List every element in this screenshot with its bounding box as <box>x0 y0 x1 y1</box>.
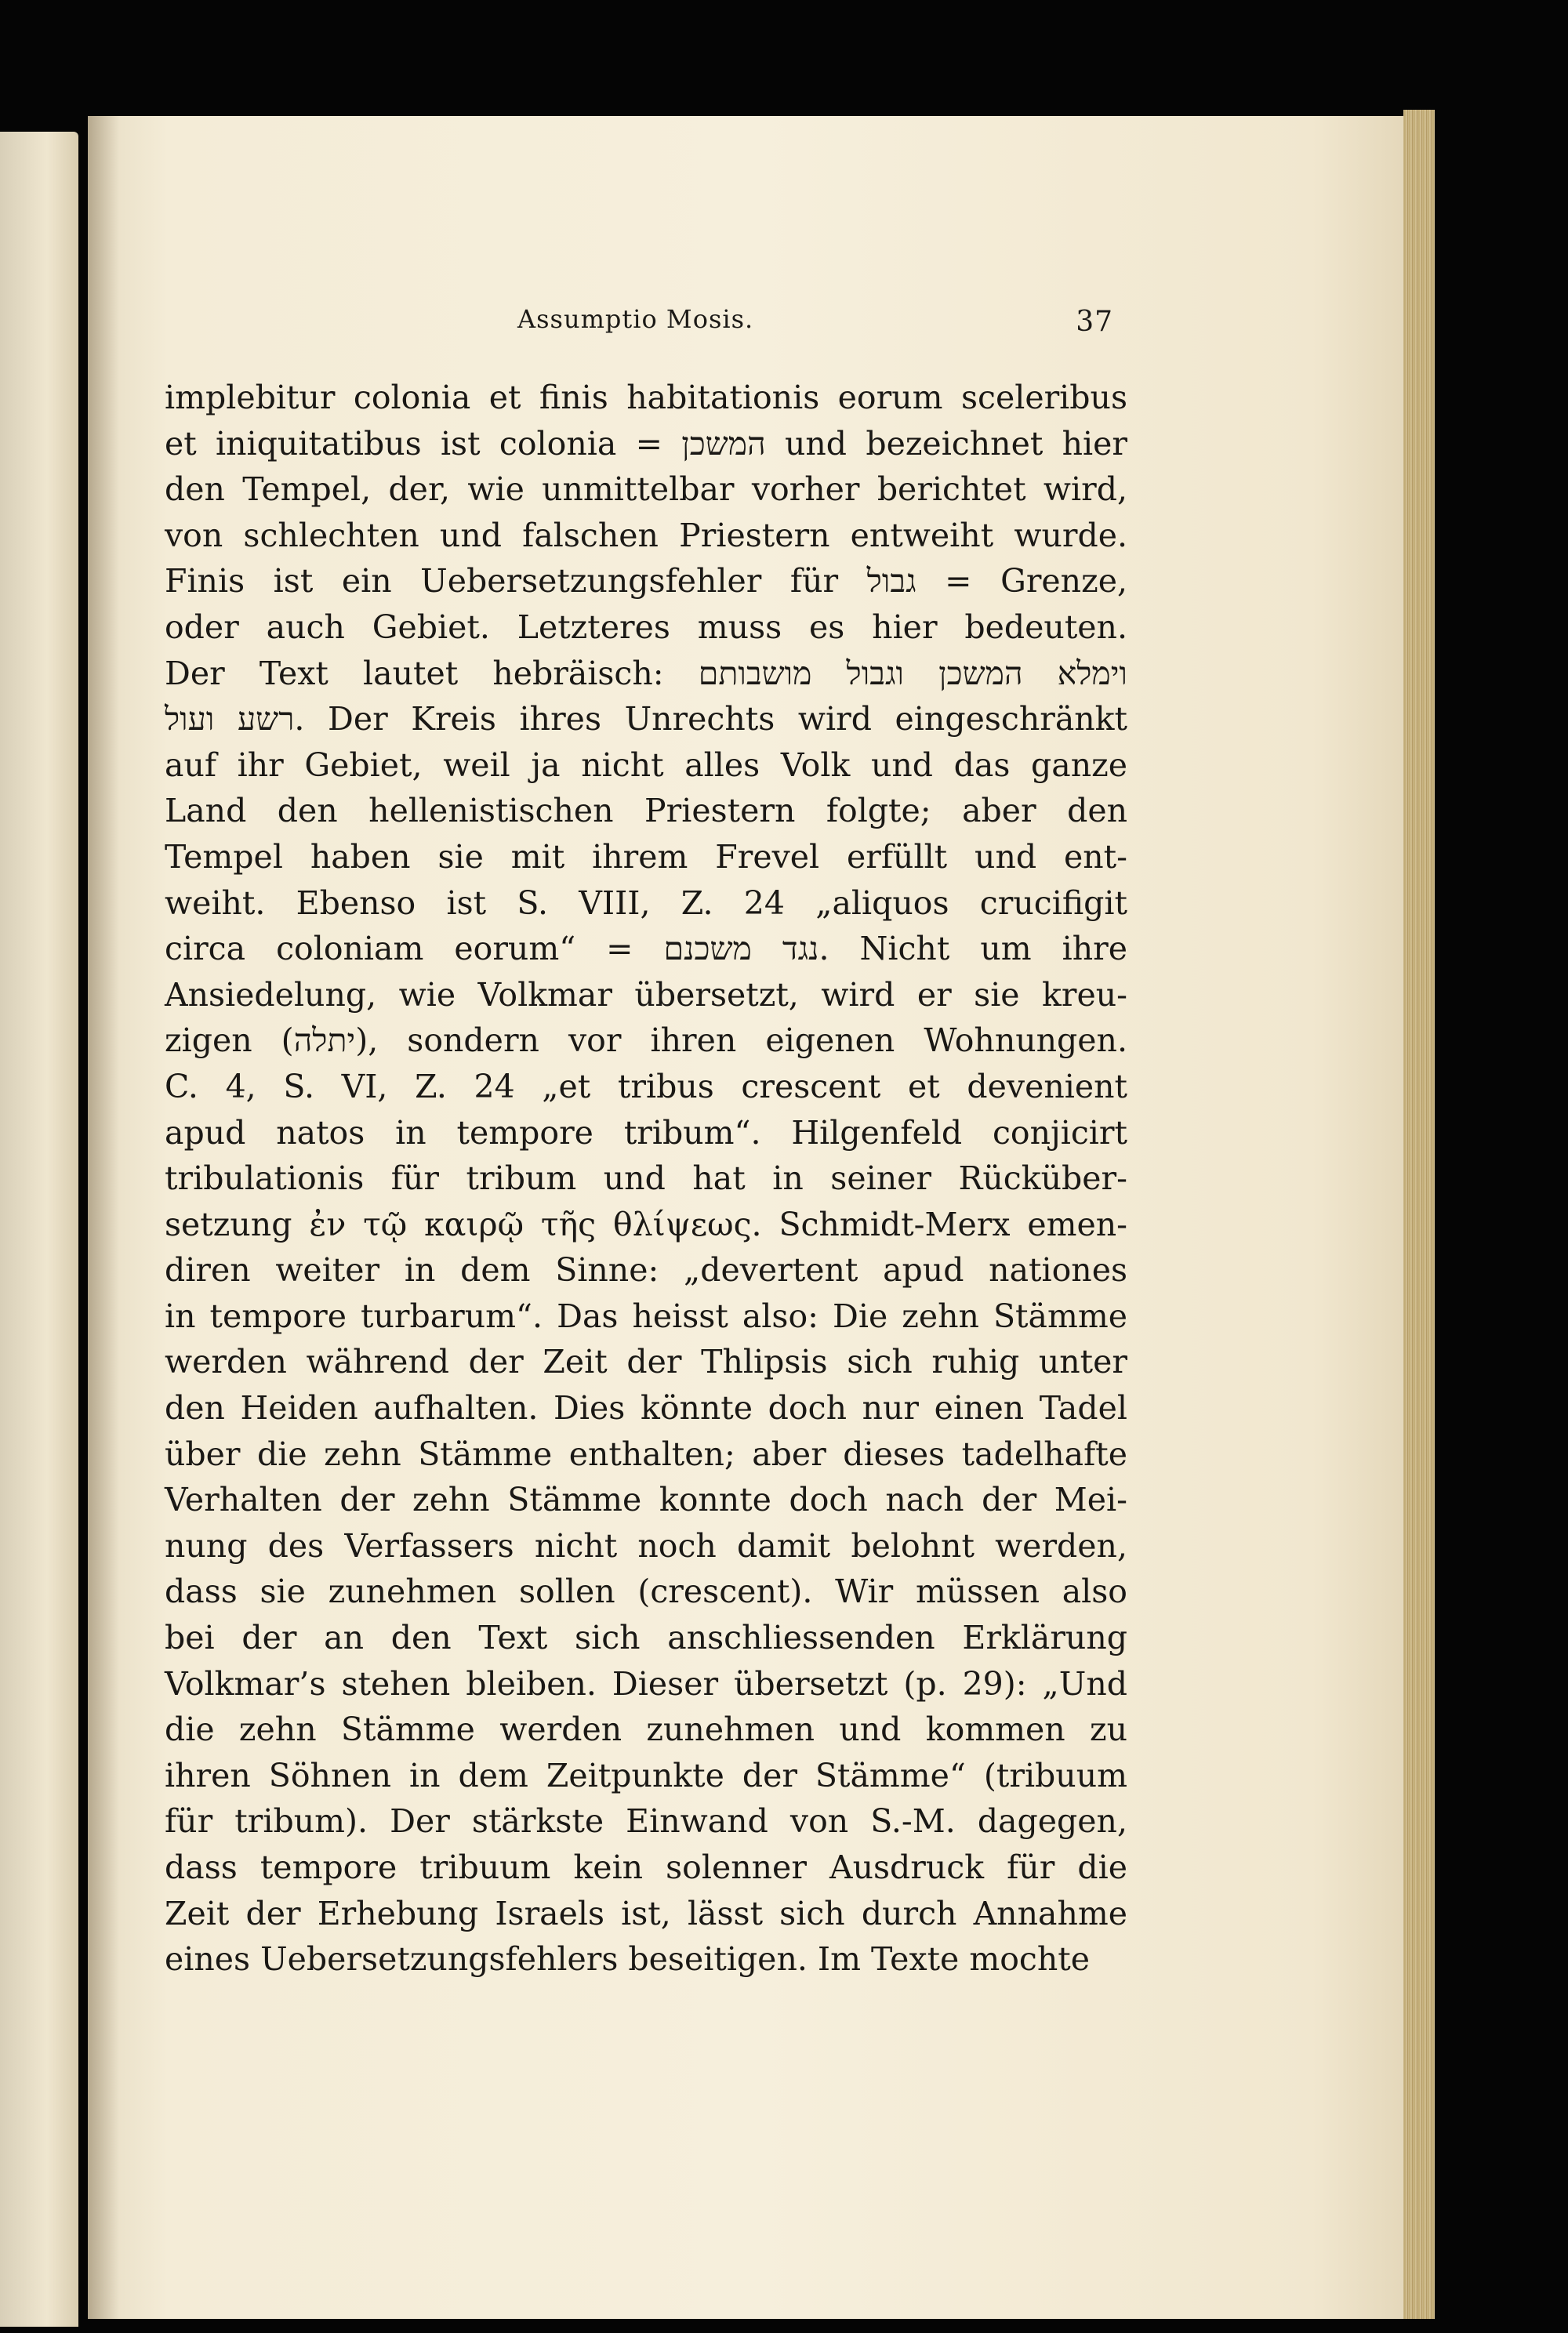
text-line: bei der an den Text sich anschliessenden Erklärung <box>165 1619 1127 1657</box>
body-text <box>165 375 1127 1983</box>
running-title: Assumptio Mosis. <box>517 304 754 334</box>
text-line: dass sie zunehmen sollen (crescent). Wir müssen also <box>165 1573 1127 1611</box>
text-line: Verhalten der zehn Stämme konnte doch nach der Mei- <box>165 1481 1127 1519</box>
text-line: den Heiden aufhalten. Dies könnte doch nur einen Tadel <box>165 1389 1127 1428</box>
text-line: apud natos in tempore tribum“. Hilgenfeld conjicirt <box>165 1113 1127 1152</box>
text-line: die zehn Stämme werden zunehmen und kommen zu <box>165 1711 1127 1749</box>
facing-page-edge <box>0 132 78 2327</box>
page-number: 37 <box>1076 306 1113 338</box>
text-line: oder auch Gebiet. Letzteres muss es hier bedeuten. <box>165 608 1127 646</box>
page-header <box>517 304 1113 351</box>
text-line: C. 4, S. VI, Z. 24 „et tribus crescent et devenient <box>165 1067 1127 1105</box>
text-line: von schlechten und falschen Priestern entweiht wurde. <box>165 516 1127 554</box>
text-line: zigen (יתלה), sondern vor ihren eigenen Wohnungen. <box>165 1021 1127 1060</box>
text-line: רשע ועול. Der Kreis ihres Unrechts wird eingeschränkt <box>165 700 1128 738</box>
text-line: für tribum). Der stärkste Einwand von S.-M. dagegen, <box>165 1802 1127 1841</box>
gutter-shadow <box>88 116 119 2319</box>
text-line: Volkmar’s stehen bleiben. Dieser übersetzt (p. 29): „Und <box>165 1664 1127 1703</box>
text-line: nung des Verfassers nicht noch damit belohnt werden, <box>165 1526 1127 1565</box>
text-line: Land den hellenistischen Priestern folgte; aber den <box>165 792 1127 830</box>
text-line: Tempel haben sie mit ihrem Frevel erfüllt und ent- <box>165 837 1127 876</box>
text-line: tribulationis für tribum und hat in seiner Rücküber- <box>165 1159 1127 1198</box>
text-line: Ansiedelung, wie Volkmar übersetzt, wird er sie kreu- <box>165 975 1127 1014</box>
text-line: dass tempore tribuum kein solenner Ausdruck für die <box>165 1849 1127 1886</box>
text-line: den Tempel, der, wie unmittelbar vorher berichtet wird, <box>165 470 1127 509</box>
text-line: et iniquitatibus ist colonia = המשכן und bezeichnet hier <box>165 424 1128 463</box>
text-line: auf ihr Gebiet, weil ja nicht alles Volk und das ganze <box>165 746 1127 784</box>
text-line: implebitur colonia et finis habitationis eorum sceleribus <box>165 379 1127 416</box>
text-line: weiht. Ebenso ist S. VIII, Z. 24 „aliquos crucifigit <box>165 883 1127 922</box>
text-line: circa coloniam eorum“ = נגד משכנם. Nicht um ihre <box>165 930 1127 968</box>
text-line: in tempore turbarum“. Das heisst also: Die zehn Stämme <box>165 1297 1127 1335</box>
text-line: werden während der Zeit der Thlipsis sich ruhig unter <box>165 1343 1127 1381</box>
text-line: Zeit der Erhebung Israels ist, lässt sich durch Annahme <box>165 1894 1127 1932</box>
text-line: über die zehn Stämme enthalten; aber dieses tadelhafte <box>165 1435 1127 1473</box>
text-line: setzung ἐν τῷ καιρῷ τῆς θλίψεως. Schmidt-Merx emen- <box>165 1205 1127 1243</box>
page-stack-edge <box>1403 110 1435 2319</box>
text-line: Der Text lautet hebräisch: וימלא המשכן וגבול מושבותם <box>165 654 1127 692</box>
text-line: Finis ist ein Uebersetzungsfehler für גבול = Grenze, <box>165 562 1127 600</box>
text-line: ihren Söhnen in dem Zeitpunkte der Stämme“ (tribuum <box>165 1756 1127 1794</box>
text-line: diren weiter in dem Sinne: „devertent apud nationes <box>165 1251 1127 1290</box>
text-line: eines Uebersetzungsfehlers beseitigen. Im Texte mochte <box>165 1940 1091 1979</box>
